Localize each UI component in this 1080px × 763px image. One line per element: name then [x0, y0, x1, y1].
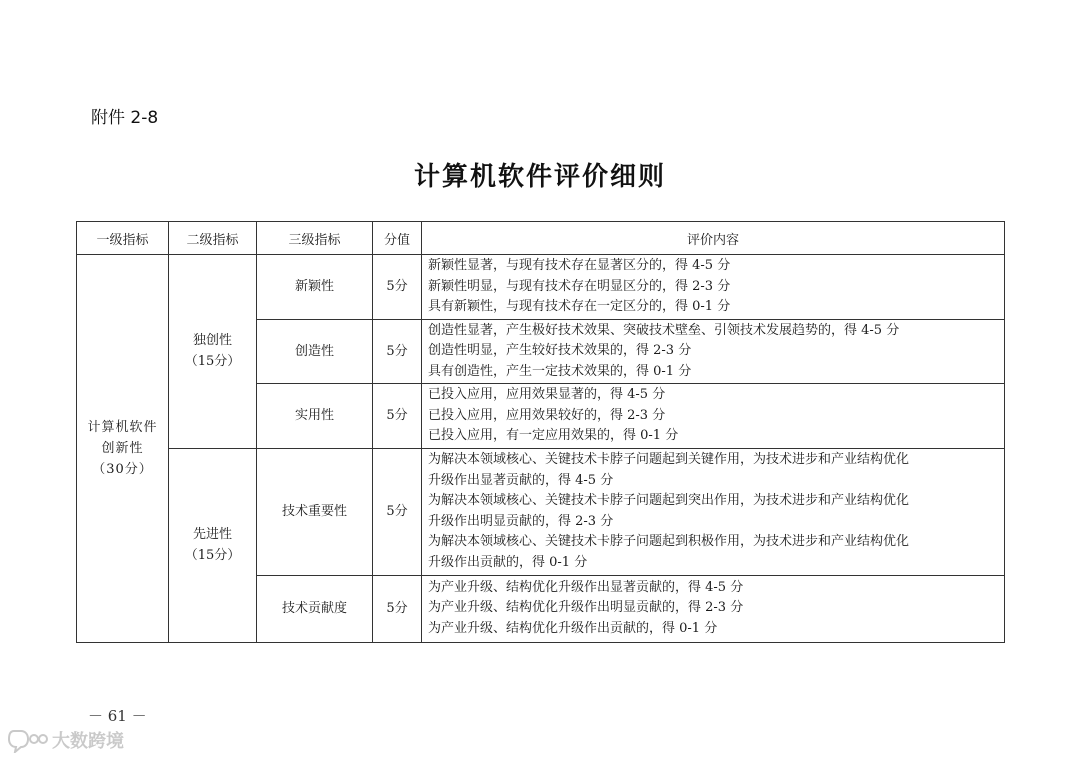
content-cell — [422, 319, 1005, 384]
content-line: 创造性明显，产生较好技术效果的，得 2-3 分 — [428, 343, 692, 358]
content-line: 升级作出明显贡献的，得 2-3 分 — [428, 513, 614, 529]
content-line: 创造性显著，产生极好技术效果、突破技术壁垒、引领技术发展趋势的，得 4-5 分 — [428, 322, 900, 338]
score-cell: 5分 — [373, 255, 422, 320]
score-cell: 5分 — [373, 384, 422, 449]
table-header — [77, 222, 1005, 255]
level2-cell — [169, 255, 257, 449]
level3-cell: 实用性 — [257, 384, 373, 449]
document-title: 计算机软件评价细则 — [413, 162, 666, 192]
attachment-label: 附件 2-8 — [91, 108, 159, 128]
watermark — [8, 727, 124, 753]
evaluation-table — [76, 221, 1005, 643]
chat-bubble-icon — [8, 727, 48, 753]
content-line: 升级作出贡献的，得 0-1 分 — [428, 554, 588, 570]
level3-cell: 技术重要性 — [257, 448, 373, 575]
content-cell — [422, 575, 1005, 642]
score-cell: 5分 — [373, 319, 422, 384]
level3-cell: 技术贡献度 — [257, 575, 373, 642]
level1-line: 计算机软件 — [87, 419, 158, 435]
content-line: 已投入应用，应用效果较好的，得 2-3 分 — [428, 407, 666, 423]
table-row — [77, 448, 1005, 575]
content-line: 已投入应用，应用效果显著的，得 4-5 分 — [428, 387, 666, 402]
level2-points: （15分） — [184, 354, 241, 370]
content-cell — [422, 448, 1005, 575]
level1-cell — [77, 255, 169, 643]
content-line: 为产业升级、结构优化升级作出贡献的，得 0-1 分 — [428, 620, 718, 636]
page-number: － 61 － — [88, 707, 147, 725]
level2-cell — [169, 448, 257, 642]
level2-name: 独创性 — [192, 333, 232, 349]
content-line: 为解决本领域核心、关键技术卡脖子问题起到关键作用，为技术进步和产业结构优化 — [428, 452, 910, 467]
content-line: 新颖性明显，与现有技术存在明显区分的，得 2-3 分 — [428, 278, 731, 294]
content-line: 具有新颖性，与现有技术存在一定区分的，得 0-1 分 — [428, 299, 731, 314]
content-cell — [422, 255, 1005, 320]
level3-cell: 新颖性 — [257, 255, 373, 320]
score-cell: 5分 — [373, 575, 422, 642]
header-row — [77, 222, 1005, 255]
header-level2: 二级指标 — [169, 222, 257, 255]
header-score: 分值 — [373, 222, 422, 255]
content-line: 为解决本领域核心、关键技术卡脖子问题起到积极作用，为技术进步和产业结构优化 — [428, 534, 910, 549]
table-row — [77, 255, 1005, 320]
content-line: 升级作出显著贡献的，得 4-5 分 — [428, 472, 614, 488]
content-line: 为解决本领域核心、关键技术卡脖子问题起到突出作用，为技术进步和产业结构优化 — [428, 493, 910, 508]
content-cell — [422, 384, 1005, 449]
content-line: 具有创造性，产生一定技术效果的，得 0-1 分 — [428, 363, 692, 379]
level2-points: （15分） — [184, 548, 241, 563]
header-content: 评价内容 — [422, 222, 1005, 255]
header-level3: 三级指标 — [257, 222, 373, 255]
content-line: 新颖性显著，与现有技术存在显著区分的，得 4-5 分 — [428, 258, 731, 273]
level2-name: 先进性 — [192, 527, 232, 542]
header-level1: 一级指标 — [77, 222, 169, 255]
level1-line: （30分） — [92, 461, 153, 477]
content-line: 已投入应用，有一定应用效果的，得 0-1 分 — [428, 428, 679, 443]
content-line: 为产业升级、结构优化升级作出明显贡献的，得 2-3 分 — [428, 600, 744, 616]
watermark-text: 大数跨境 — [52, 731, 124, 752]
level3-cell: 创造性 — [257, 319, 373, 384]
content-line: 为产业升级、结构优化升级作出显著贡献的，得 4-5 分 — [428, 579, 744, 595]
level1-line: 创新性 — [101, 440, 144, 456]
score-cell: 5分 — [373, 448, 422, 575]
